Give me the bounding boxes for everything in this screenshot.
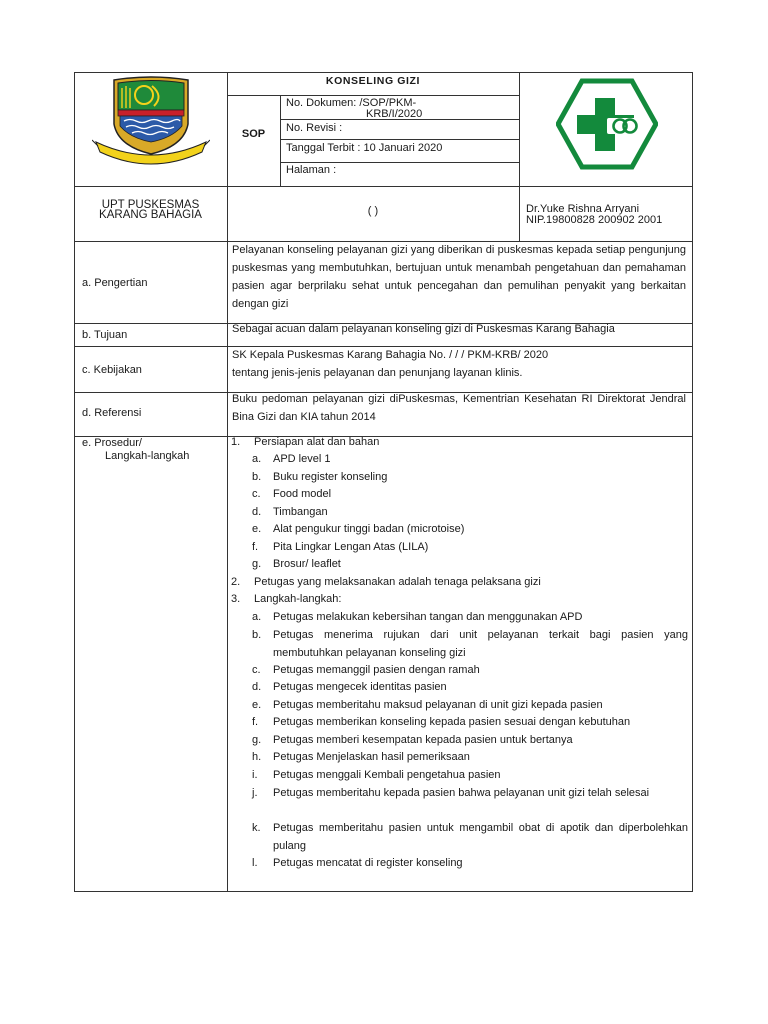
kebijakan-line2: tentang jenis-jenis pelayanan dan penunjang layanan klinis.	[232, 367, 523, 379]
list-item: e. Petugas memberitahu maksud pelayanan di unit gizi kepada pasien	[252, 699, 603, 711]
grid-line	[227, 72, 228, 892]
issue-date: Tanggal Terbit : 10 Januari 2020	[286, 142, 443, 154]
list-item: c. Petugas memanggil pasien dengan ramah	[252, 664, 480, 676]
procedure-step-1: 1. Persiapan alat dan bahan	[231, 436, 380, 448]
section-label-tujuan: b. Tujuan	[82, 329, 128, 341]
org-name-line2: KARANG BAHAGIA	[99, 209, 202, 221]
puskesmas-logo	[556, 78, 658, 170]
list-item: b. Petugas menerima rujukan dari unit pelayanan terkait bagi pasien yang membutuhkan pelayanan konseling gizi	[252, 629, 688, 659]
section-label-referensi: d. Referensi	[82, 407, 142, 419]
list-item: l. Petugas mencatat di register konseling	[252, 857, 463, 869]
org-name-line1: UPT PUSKESMAS	[101, 199, 200, 211]
procedure-step-2: 2. Petugas yang melaksanakan adalah tenaga pelaksana gizi	[231, 576, 541, 588]
list-item: a. APD level 1	[252, 453, 331, 465]
page-number: Halaman :	[286, 164, 337, 176]
section-label-prosedur: e. Prosedur/	[82, 437, 142, 449]
doc-number: No. Dokumen: /SOP/PKM-	[286, 97, 417, 109]
section-label-kebijakan: c. Kebijakan	[82, 364, 142, 376]
list-item: j. Petugas memberitahu kepada pasien bahwa pelayanan unit gizi telah selesai	[252, 787, 650, 799]
revision-number: No. Revisi :	[286, 122, 343, 134]
list-item: g. Brosur/ leaflet	[252, 558, 341, 570]
list-item: e. Alat pengukur tinggi badan (microtoise)	[252, 523, 465, 535]
list-item: d. Petugas mengecek identitas pasien	[252, 681, 447, 693]
list-item: b. Buku register konseling	[252, 471, 388, 483]
list-item: k. Petugas memberitahu pasien untuk mengambil obat di apotik dan diperbolehkan pulang	[252, 822, 688, 852]
doc-number-continued: KRB/I/2020	[366, 108, 423, 120]
head-nip: NIP.19800828 200902 2001	[526, 214, 663, 226]
list-item: f. Pita Lingkar Lengan Atas (LILA)	[252, 541, 429, 553]
head-name: Dr.Yuke Rishna Arryani	[526, 203, 640, 215]
section-label-prosedur-cont: Langkah-langkah	[105, 450, 190, 462]
signature-placeholder: ( )	[367, 205, 379, 217]
list-item: h. Petugas Menjelaskan hasil pemeriksaan	[252, 751, 470, 763]
list-item: c. Food model	[252, 488, 332, 500]
list-item: g. Petugas memberi kesempatan kepada pasien untuk bertanya	[252, 734, 573, 746]
tujuan-text: Sebagai acuan dalam pelayanan konseling gizi di Puskesmas Karang Bahagia	[232, 323, 615, 335]
pengertian-text: Pelayanan konseling pelayanan gizi yang diberikan di puskesmas kepada setiap pengunjung puskesmas yang membutuhkan, bertujuan untuk menambah pengetahuan dan pemahaman pasien agar berprilaku sehat untuk pencegahan dan pemulihan penyakit yang berkaitan dengan gizi	[232, 244, 686, 310]
grid-line	[280, 95, 281, 186]
grid-line	[74, 436, 693, 437]
sop-title: KONSELING GIZI	[325, 75, 421, 87]
list-item: a. Petugas melakukan kebersihan tangan dan menggunakan APD	[252, 611, 583, 623]
sop-label: SOP	[241, 128, 266, 140]
list-item: d. Timbangan	[252, 506, 328, 518]
referensi-text: Buku pedoman pelayanan gizi diPuskesmas, Kementrian Kesehatan RI Direktorat Jendral Bina Gizi dan KIA tahun 2014	[232, 393, 686, 423]
regency-emblem-logo	[92, 76, 210, 170]
grid-line	[74, 186, 693, 187]
grid-line	[519, 72, 520, 241]
procedure-step-3: 3. Langkah-langkah:	[231, 593, 342, 605]
list-item: i. Petugas menggali Kembali pengetahua pasien	[252, 769, 501, 781]
list-item: f. Petugas memberikan konseling kepada pasien sesuai dengan kebutuhan	[252, 716, 631, 728]
section-label-pengertian: a. Pengertian	[82, 277, 148, 289]
kebijakan-line1: SK Kepala Puskesmas Karang Bahagia No. / / / PKM-KRB/ 2020	[232, 349, 549, 361]
